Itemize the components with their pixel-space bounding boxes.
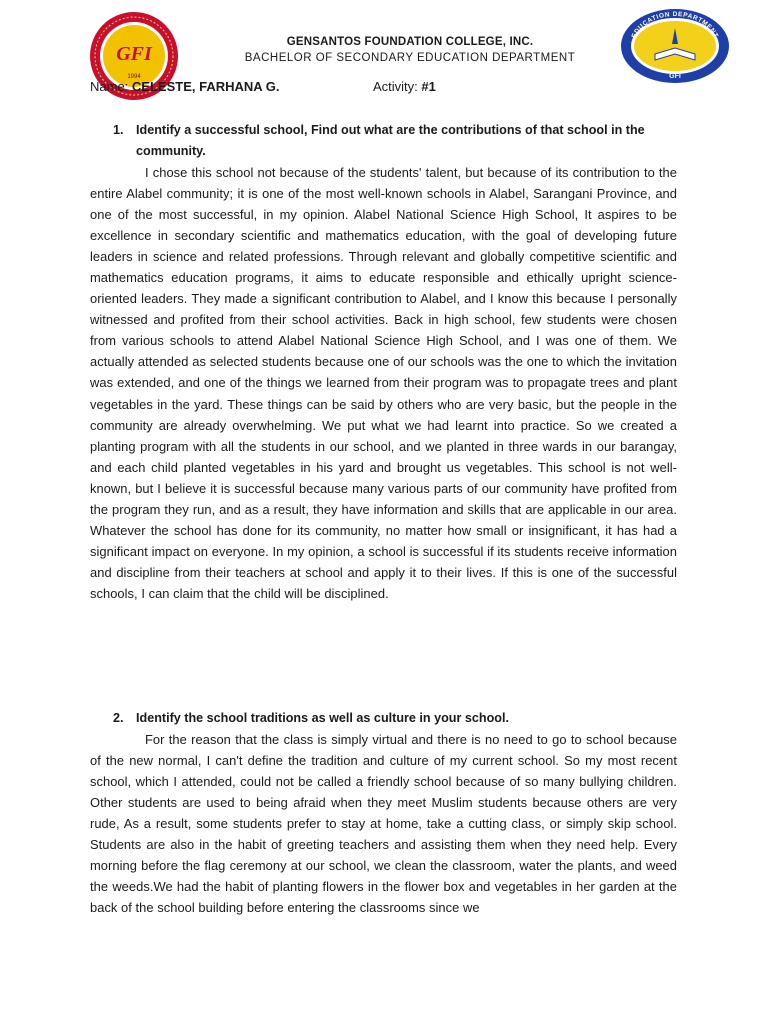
activity-label: Activity:: [373, 79, 422, 94]
question-text: Identify the school traditions as well as culture in your school.: [136, 711, 509, 725]
college-name: GENSANTOS FOUNDATION COLLEGE, INC.: [286, 36, 534, 48]
question-text: Identify a successful school, Find out what are the contributions of that school in the community.: [136, 123, 645, 158]
name-label: Name:: [90, 79, 129, 94]
question-2: [113, 708, 653, 729]
department-name: BACHELOR OF SECONDARY EDUCATION DEPARTMENT: [244, 52, 576, 64]
question-1: [113, 120, 653, 162]
student-name: CELESTE, FARHANA G.: [131, 79, 280, 94]
seal-arc-text: EDUCATION DEPARTMENT: [630, 10, 720, 40]
activity-field: [373, 79, 436, 94]
seal-letters: GFI: [116, 43, 152, 65]
activity-number: #1: [421, 79, 436, 94]
seal-motto: GFI: [669, 73, 681, 80]
seal-year: 1994: [127, 74, 141, 80]
question-number: 2.: [113, 711, 124, 725]
question-number: 1.: [113, 123, 124, 137]
answer-2: For the reason that the class is simply virtual and there is no need to go to school because of the new normal, I can't define the tradition and culture of my current school. So my most recent school, which I attended, could not be called a friendly school because of so many bullying children. Other students are used to being afraid when they meet Muslim students because others are very rude, As a result, some students prefer to stay at home, take a cutting class, or simply skip school. Students are also in the habit of greeting teachers and assisting them when they need help. Every morning before the flag ceremony at our school, we clean the classroom, water the plants, and weed the weeds.We had the habit of planting flowers in the flower box and vegetables in her garden at the back of the school building before entering the classrooms since we: [90, 732, 677, 916]
answer-1: I chose this school not because of the students' talent, but because of its contribution to the entire Alabel community; it is one of the most well-known schools in Alabel, Sarangani Province, and one of the most successful, in my opinion. Alabel National Science High School, It aspires to be excellence in secondary scientific and mathematics education, with the goal of developing future leaders in science and related professions. Through relevant and globally competitive scientific and mathematics education programs, it aims to educate responsible and ethically upright science-oriented leaders. They made a significant contribution to Alabel, and I know this because I personally witnessed and profited from their school activities. Back in high school, few students were chosen from various schools to attend Alabel National Science High School, and I was one of them. We actually attended as selected students because one of our schools was the one to which the invitation was extended, and one of the things we learned from their program was to propagate trees and plant vegetables in the yard. These things can be said by others who are very basic, but the people in the community are already overwhelming. We put what we had learnt into practice. So we created a planting program with all the students in our school, and we planted in three wards in our barangay, and each child planted vegetables in his yard and brought us vegetables. This school is not well-known, but I believe it is successful because many various parts of our community have profited from the program they run, and as a result, they have information and skills that are applicable in our area. Whatever the school has done for its community, no matter how small or insignificant, it has had a significant impact on everyone. In my opinion, a school is successful if its students receive information and discipline from their teachers at school and apply it to their lives. If this is one of the successful schools, I can claim that the child will be disciplined.: [90, 165, 677, 601]
student-info-line: [90, 79, 436, 95]
